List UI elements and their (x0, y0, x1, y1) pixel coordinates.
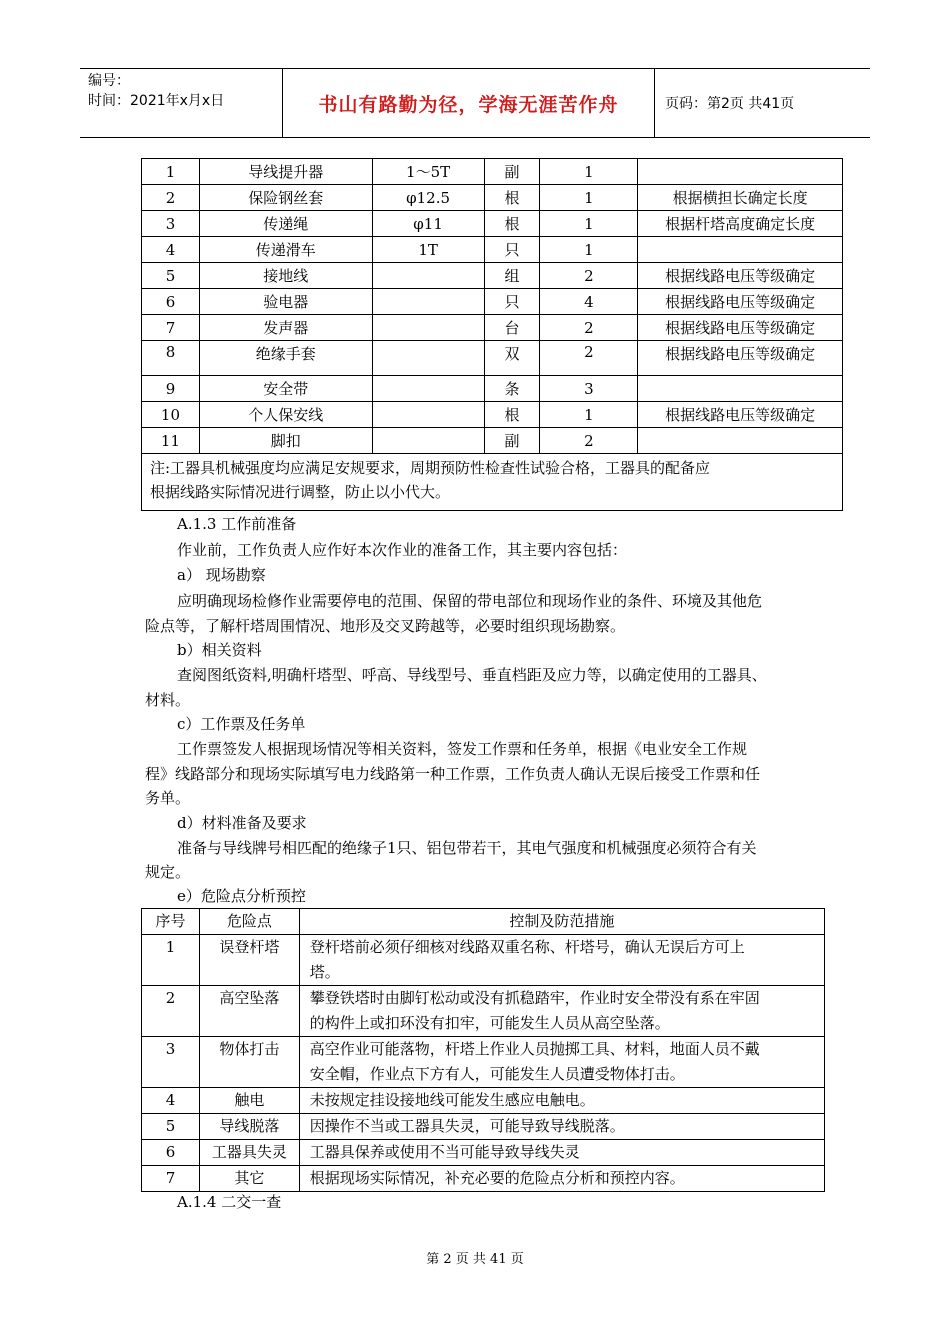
tools-cell-name: 个人保安线 (199, 402, 372, 428)
paragraph: 查阅图纸资料,明确杆塔型、呼高、导线型号、垂直档距及应力等，以确定使用的工器具、 (177, 666, 767, 684)
header-meta (80, 69, 283, 137)
tools-cell-name: 传递绳 (199, 211, 372, 237)
tools-cell-name: 传递滑车 (199, 237, 372, 263)
tools-cell-no: 5 (142, 263, 200, 289)
tools-cell-spec: 1～5T (372, 159, 484, 185)
tools-table (141, 158, 843, 511)
risk-table-body (142, 935, 825, 1192)
page-header (80, 68, 870, 138)
tools-note-line: 根据线路实际情况进行调整，防止以小代大。 (150, 483, 451, 501)
subsection-heading: a） 现场勘察 (177, 566, 266, 584)
subsection-heading: e）危险点分析预控 (177, 887, 306, 905)
tools-cell-no: 2 (142, 185, 200, 211)
document-date: 时间：2021年x月x日 (88, 93, 225, 109)
tools-cell-unit: 台 (484, 315, 540, 341)
tools-cell-name: 接地线 (199, 263, 372, 289)
tools-cell-spec: φ11 (372, 211, 484, 237)
tools-cell-qty: 1 (540, 237, 638, 263)
tools-cell-unit: 根 (484, 185, 540, 211)
tools-cell-remark (638, 376, 843, 402)
tools-cell-remark: 根据线路电压等级确定 (638, 341, 843, 376)
tools-note-line: 注:工器具机械强度均应满足安规要求，周期预防性检查性试验合格，工器具的配备应 (150, 459, 711, 477)
tools-cell-no: 7 (142, 315, 200, 341)
table-row (142, 315, 843, 341)
tools-cell-remark (638, 237, 843, 263)
tools-note (142, 454, 843, 511)
paragraph: 程》线路部分和现场实际填写电力线路第一种工作票，工作负责人确认无误后接受工作票和任 (145, 765, 761, 783)
table-row (142, 289, 843, 315)
risk-measure-line: 塔。 (309, 963, 340, 981)
tools-cell-unit: 根 (484, 402, 540, 428)
table-row (142, 402, 843, 428)
tools-cell-unit: 双 (484, 341, 540, 376)
tools-cell-no: 9 (142, 376, 200, 402)
paragraph: 务单。 (145, 789, 191, 807)
tools-cell-remark: 根据线路电压等级确定 (638, 402, 843, 428)
tools-cell-spec: 1T (372, 237, 484, 263)
risk-measure-line: 工器具保养或使用不当可能导致导线失灵 (309, 1143, 580, 1161)
risk-header-measures: 控制及防范措施 (299, 909, 824, 935)
tools-cell-remark: 根据线路电压等级确定 (638, 263, 843, 289)
table-row (142, 986, 825, 1037)
tools-cell-unit: 只 (484, 289, 540, 315)
risk-cell-measure (299, 935, 824, 986)
tools-cell-spec (372, 376, 484, 402)
risk-table (141, 908, 825, 1192)
tools-cell-qty: 4 (540, 289, 638, 315)
tools-cell-qty: 2 (540, 263, 638, 289)
table-row (142, 237, 843, 263)
risk-cell-no: 5 (142, 1114, 200, 1140)
tools-cell-name: 脚扣 (199, 428, 372, 454)
risk-cell-no: 2 (142, 986, 200, 1037)
tools-cell-no: 6 (142, 289, 200, 315)
risk-cell-no: 6 (142, 1140, 200, 1166)
tools-cell-qty: 1 (540, 185, 638, 211)
subsection-heading: d）材料准备及要求 (177, 814, 307, 832)
paragraph: 险点等，了解杆塔周围情况、地形及交叉跨越等，必要时组织现场勘察。 (145, 617, 626, 635)
table-row (142, 341, 843, 376)
tools-cell-qty: 1 (540, 402, 638, 428)
risk-cell-point: 触电 (199, 1088, 299, 1114)
tools-cell-spec (372, 263, 484, 289)
risk-measure-line: 高空作业可能落物，杆塔上作业人员抛掷工具、材料，地面人员不戴 (309, 1040, 760, 1058)
section-heading: A.1.3 工作前准备 (177, 515, 297, 533)
tools-cell-remark (638, 428, 843, 454)
table-row (142, 1114, 825, 1140)
paragraph: 规定。 (145, 863, 191, 881)
risk-cell-no: 4 (142, 1088, 200, 1114)
subsection-heading: b）相关资料 (177, 641, 262, 659)
risk-measure-line: 的构件上或扣环没有扣牢，可能发生人员从高空坠落。 (309, 1014, 670, 1032)
table-row (142, 211, 843, 237)
paragraph: 准备与导线牌号相匹配的绝缘子1只、铝包带若干，其电气强度和机械强度必须符合有关 (177, 839, 757, 857)
risk-cell-measure (299, 986, 824, 1037)
paragraph: 作业前，工作负责人应作好本次作业的准备工作，其主要内容包括： (177, 541, 628, 559)
tools-cell-qty: 1 (540, 211, 638, 237)
paragraph: 材料。 (145, 691, 191, 709)
tools-cell-name: 绝缘手套 (199, 341, 372, 376)
section-heading: A.1.4 二交一查 (177, 1193, 282, 1211)
tools-cell-name: 发声器 (199, 315, 372, 341)
risk-cell-point: 误登杆塔 (199, 935, 299, 986)
risk-measure-line: 根据现场实际情况，补充必要的危险点分析和预控内容。 (309, 1169, 685, 1187)
risk-cell-measure (299, 1166, 824, 1192)
tools-cell-name: 保险钢丝套 (199, 185, 372, 211)
risk-cell-measure (299, 1114, 824, 1140)
paragraph: 应明确现场检修作业需要停电的范围、保留的带电部位和现场作业的条件、环境及其他危 (177, 592, 763, 610)
tools-note-row (142, 454, 843, 511)
tools-cell-spec (372, 428, 484, 454)
tools-cell-spec: φ12.5 (372, 185, 484, 211)
page-footer: 第 2 页 共 41 页 (426, 1252, 524, 1267)
table-row (142, 185, 843, 211)
tools-cell-spec (372, 341, 484, 376)
tools-cell-no: 10 (142, 402, 200, 428)
tools-cell-unit: 副 (484, 159, 540, 185)
tools-cell-remark: 根据线路电压等级确定 (638, 315, 843, 341)
risk-cell-point: 工器具失灵 (199, 1140, 299, 1166)
tools-cell-unit: 组 (484, 263, 540, 289)
risk-header-no: 序号 (142, 909, 200, 935)
risk-measure-line: 因操作不当或工器具失灵，可能导致导线脱落。 (309, 1117, 625, 1135)
tools-cell-spec (372, 289, 484, 315)
risk-table-header (142, 909, 825, 935)
table-row (142, 1140, 825, 1166)
risk-measure-line: 攀登铁塔时由脚钉松动或没有抓稳踏牢，作业时安全带没有系在牢固 (309, 989, 760, 1007)
tools-cell-name: 验电器 (199, 289, 372, 315)
risk-cell-no: 3 (142, 1037, 200, 1088)
tools-cell-name: 安全带 (199, 376, 372, 402)
document-number-label: 编号： (88, 73, 130, 89)
table-row (142, 428, 843, 454)
tools-cell-qty: 1 (540, 159, 638, 185)
tools-cell-unit: 条 (484, 376, 540, 402)
tools-cell-unit: 副 (484, 428, 540, 454)
tools-cell-remark: 根据杆塔高度确定长度 (638, 211, 843, 237)
header-page-number: 页码：第2页 共41页 (665, 96, 795, 112)
risk-header-point: 危险点 (199, 909, 299, 935)
tools-cell-spec (372, 402, 484, 428)
tools-cell-spec (372, 315, 484, 341)
header-motto: 书山有路勤为径，学海无涯苦作舟 (283, 69, 655, 137)
tools-cell-remark: 根据线路电压等级确定 (638, 289, 843, 315)
tools-cell-no: 8 (142, 341, 200, 376)
tools-cell-unit: 只 (484, 237, 540, 263)
paragraph: 工作票签发人根据现场情况等相关资料，签发工作票和任务单，根据《电业安全工作规 (177, 740, 748, 758)
tools-cell-unit: 根 (484, 211, 540, 237)
tools-cell-qty: 3 (540, 376, 638, 402)
table-row (142, 935, 825, 986)
risk-cell-no: 7 (142, 1166, 200, 1192)
risk-cell-measure (299, 1037, 824, 1088)
table-row (142, 263, 843, 289)
tools-cell-remark (638, 159, 843, 185)
tools-cell-qty: 2 (540, 315, 638, 341)
risk-cell-measure (299, 1140, 824, 1166)
subsection-heading: c）工作票及任务单 (177, 715, 306, 733)
tools-table-body (142, 159, 843, 454)
table-row (142, 1088, 825, 1114)
tools-cell-no: 4 (142, 237, 200, 263)
tools-cell-qty: 2 (540, 428, 638, 454)
tools-cell-no: 1 (142, 159, 200, 185)
risk-cell-point: 物体打击 (199, 1037, 299, 1088)
risk-measure-line: 安全帽，作业点下方有人，可能发生人员遭受物体打击。 (309, 1065, 685, 1083)
tools-cell-qty: 2 (540, 341, 638, 376)
tools-cell-no: 3 (142, 211, 200, 237)
table-row (142, 1037, 825, 1088)
table-row (142, 1166, 825, 1192)
tools-cell-no: 11 (142, 428, 200, 454)
risk-cell-point: 导线脱落 (199, 1114, 299, 1140)
table-row (142, 159, 843, 185)
tools-cell-name: 导线提升器 (199, 159, 372, 185)
risk-cell-point: 高空坠落 (199, 986, 299, 1037)
table-row (142, 376, 843, 402)
tools-cell-remark: 根据横担长确定长度 (638, 185, 843, 211)
risk-cell-point: 其它 (199, 1166, 299, 1192)
risk-cell-no: 1 (142, 935, 200, 986)
risk-measure-line: 登杆塔前必须仔细核对线路双重名称、杆塔号，确认无误后方可上 (309, 938, 745, 956)
risk-measure-line: 未按规定挂设接地线可能发生感应电触电。 (309, 1091, 595, 1109)
risk-cell-measure (299, 1088, 824, 1114)
